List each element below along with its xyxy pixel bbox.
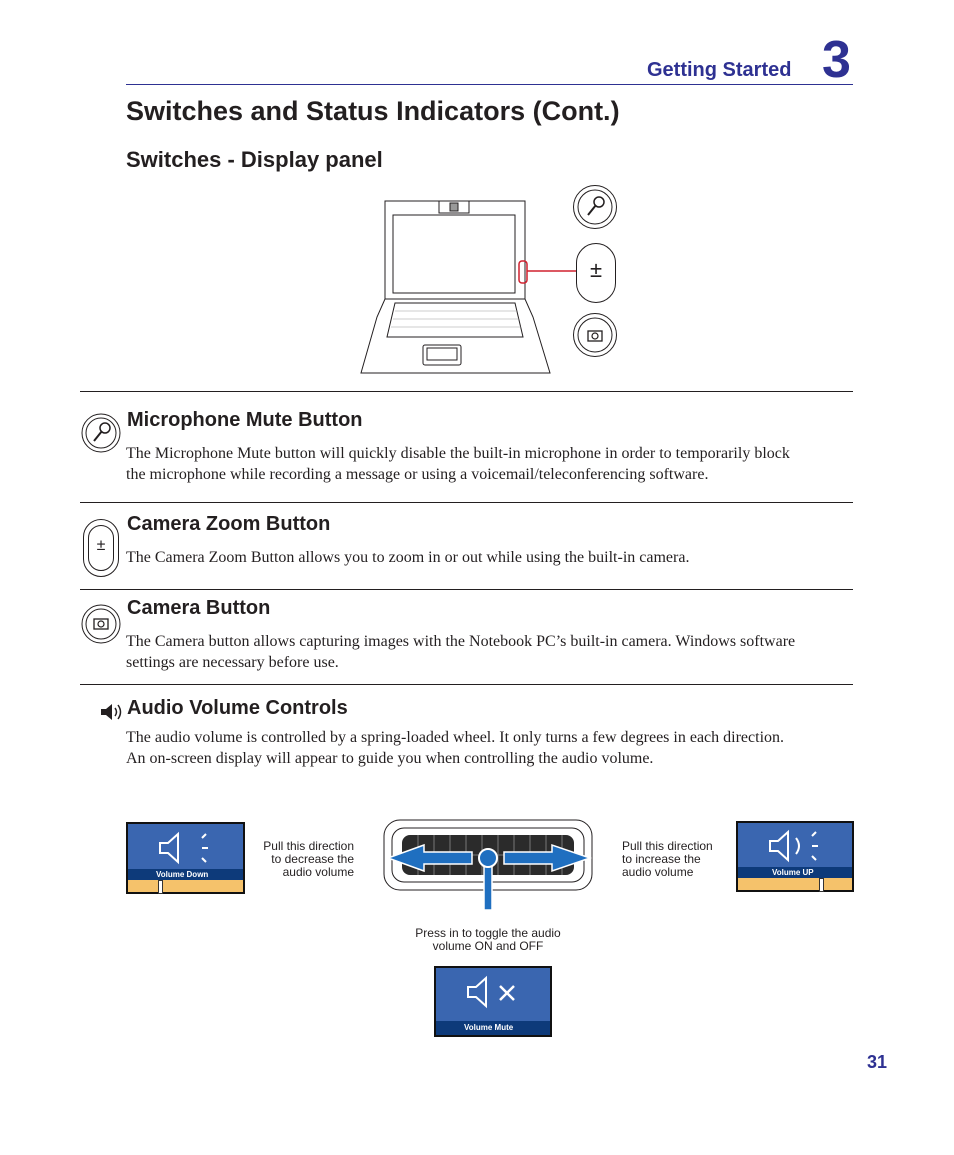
- bottom-caption: Press in to toggle the audio volume ON and OFF: [415, 926, 561, 953]
- section-rule: [80, 391, 853, 392]
- figure-microphone-button: [573, 185, 617, 229]
- camera-button-text: The Camera button allows capturing images with the Notebook PC’s built-in camera. Windows software settings are necessary before use.: [126, 633, 796, 671]
- figure-camera-button: [573, 313, 617, 357]
- camera-button-heading: Camera Button: [127, 597, 271, 619]
- audio-volume-text: The audio volume is controlled by a spring-loaded wheel. It only turns a few degrees in each direction. An on-screen display will appear to guide you when controlling the audio volume.: [126, 729, 785, 767]
- section-rule: [80, 502, 853, 503]
- camera-icon: [80, 603, 122, 645]
- plus-minus-icon: ±: [83, 519, 119, 577]
- volume-up-osd: Volume UP: [736, 821, 854, 892]
- speaker-icon: [98, 700, 124, 724]
- subtitle: Switches - Display panel: [126, 147, 383, 172]
- volume-down-osd: Volume Down: [126, 822, 245, 894]
- camera-zoom-heading: Camera Zoom Button: [127, 513, 331, 535]
- plus-minus-icon: ±: [589, 257, 603, 282]
- microphone-mute-heading: Microphone Mute Button: [127, 409, 363, 431]
- left-caption: Pull this direction to decrease the audio volume: [263, 839, 354, 879]
- microphone-icon: [574, 186, 616, 228]
- speaker-decrease-icon: [156, 830, 216, 866]
- speaker-increase-icon: [766, 828, 828, 864]
- chapter-number: 3: [822, 31, 851, 89]
- microphone-mute-text: The Microphone Mute button will quickly disable the built-in microphone in order to temporarily block the microphone while recording a message or using a voicemail/teleconferencing software.: [126, 445, 790, 483]
- section-rule: [80, 684, 853, 685]
- right-caption: Pull this direction to increase the audio volume: [622, 839, 713, 879]
- section-rule: [80, 589, 853, 590]
- volume-mute-osd: Volume Mute: [434, 966, 552, 1037]
- page-number: 31: [867, 1052, 888, 1072]
- section-header: Getting Started: [647, 59, 792, 81]
- volume-wheel-diagram: [382, 818, 594, 910]
- microphone-icon: [80, 412, 122, 454]
- figure-zoom-button: [576, 243, 616, 303]
- camera-zoom-text: The Camera Zoom Button allows you to zoom in or out while using the built-in camera.: [126, 549, 690, 566]
- speaker-mute-icon: [464, 974, 526, 1010]
- page-title: Switches and Status Indicators (Cont.): [126, 96, 620, 126]
- header-rule: [126, 84, 853, 85]
- audio-volume-heading: Audio Volume Controls: [127, 697, 348, 719]
- camera-icon: [574, 314, 616, 356]
